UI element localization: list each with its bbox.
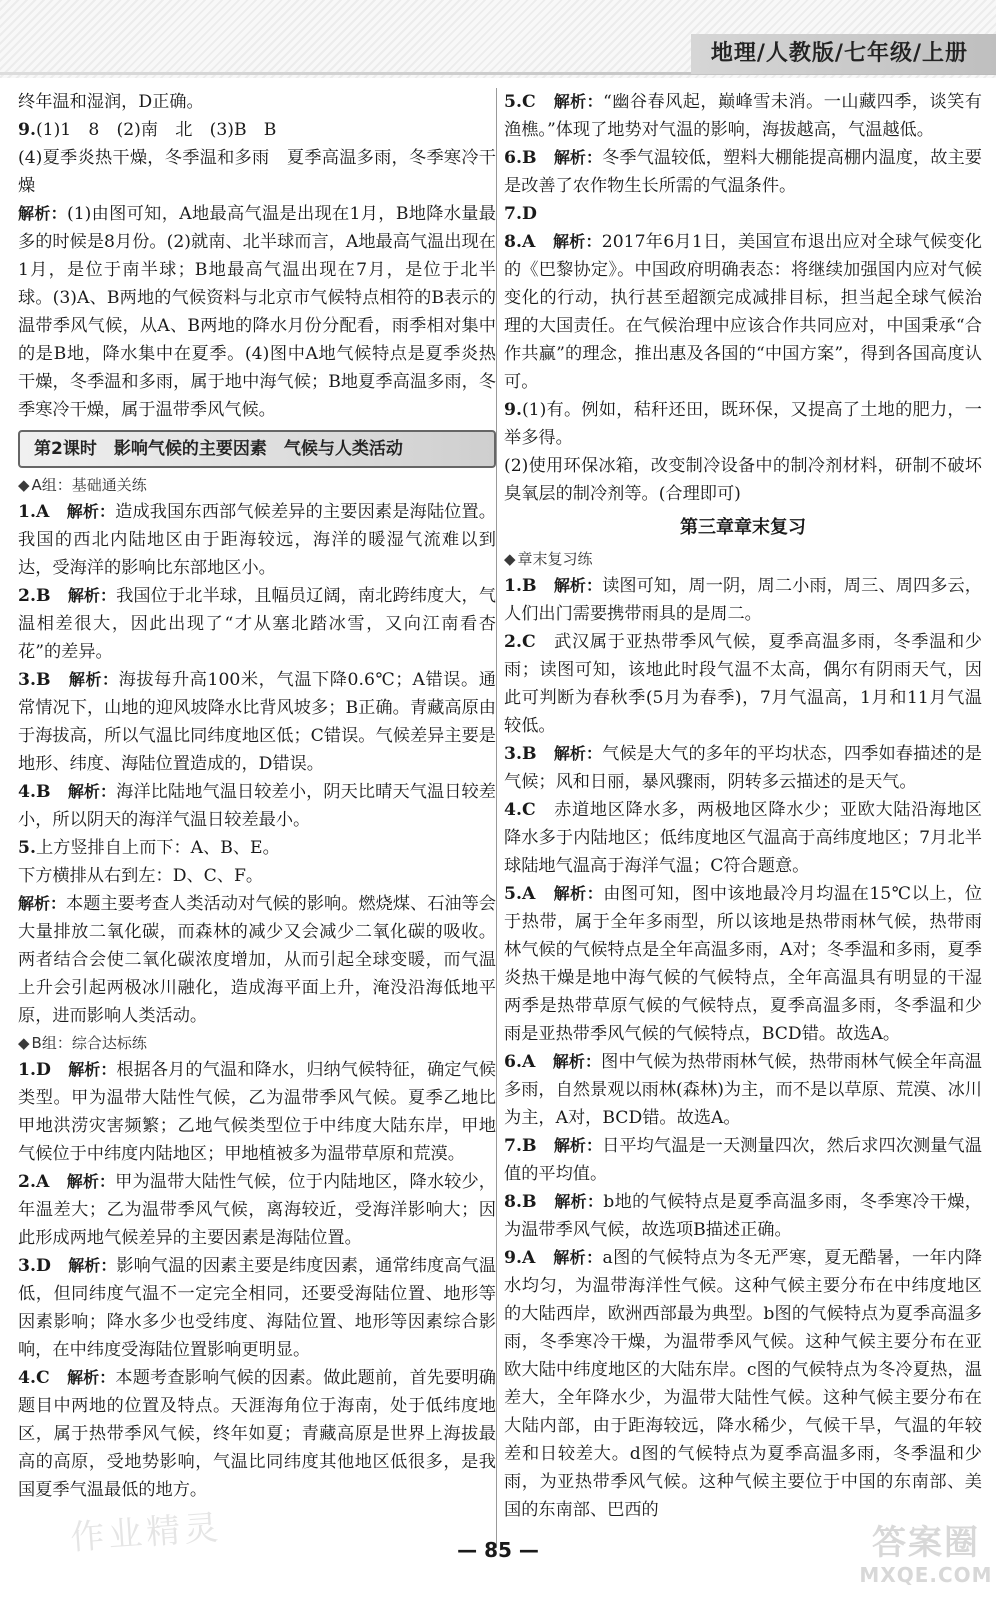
answer-choice: B <box>35 670 69 690</box>
answer-text: 武汉属于亚热带季风气候，夏季高温多雨，冬季温和少雨；读图可知，该地此时段气温不太高，偶尔有阴雨天气，因此可判断为春秋季(5月为春季)，7月气温高，1月和11月气温较低。 <box>504 632 982 736</box>
question-number: 3. <box>504 744 522 764</box>
answer-choice: C <box>521 632 555 652</box>
answer-text: b地的气候特点是夏季高温多雨，冬季寒冷干燥，为温带季风气候，故选项B描述正确。 <box>504 1192 982 1240</box>
answer-text: 造成我国东西部气候差异的主要因素是海陆位置。我国的西北内陆地区由于距海较远，海洋的暖湿气流难以到达，受海洋的影响比东部地区小。 <box>18 502 496 578</box>
analysis-label: 解析： <box>68 1256 117 1275</box>
analysis-label: 解析： <box>553 232 602 251</box>
left-top-answers <box>18 88 496 424</box>
question-number: 1. <box>504 576 522 596</box>
group-b-label: B组：综合达标练 <box>31 1034 147 1052</box>
diamond-icon: ◆ <box>18 1034 30 1052</box>
analysis-label: 解析： <box>18 204 67 223</box>
analysis-label: 解析： <box>553 744 603 763</box>
analysis-label: 解析： <box>68 670 119 689</box>
question-number: 9. <box>504 400 522 420</box>
running-header: 地理/人教版/七年级/上册 <box>691 34 996 74</box>
answer-choice: B <box>521 1136 554 1156</box>
answer-item <box>504 88 982 144</box>
question-number: 1. <box>18 502 36 522</box>
answer-text: (1)1 8 (2)南 北 (3)B B <box>35 120 277 140</box>
review-answers <box>504 572 982 1524</box>
answer-text: 海洋比陆地气温日较差小，阴天比晴天气温日较差小，所以阴天的海洋气温日较差最小。 <box>18 782 496 830</box>
diamond-icon: ◆ <box>504 550 516 568</box>
answer-choice: B <box>521 1192 555 1212</box>
answer-text: 上方竖排自上而下：A、B、E。 <box>35 838 280 858</box>
answer-item <box>504 740 982 796</box>
answer-item <box>504 796 982 880</box>
diamond-icon: ◆ <box>18 476 30 494</box>
answer-item <box>18 88 496 116</box>
analysis-label: 解析： <box>553 1136 603 1155</box>
answer-choice: B <box>521 576 554 596</box>
answer-choice: D <box>35 1256 69 1276</box>
answer-text: (4)夏季炎热干燥，冬季温和多雨 夏季高温多雨，冬季寒冷干燥 <box>18 148 496 196</box>
analysis-label: 解析： <box>553 1248 603 1267</box>
answer-item <box>504 1048 982 1132</box>
question-number: 5. <box>504 884 522 904</box>
answer-item <box>504 396 982 452</box>
answer-choice: A <box>521 1052 553 1072</box>
answer-text: 根据各月的气温和降水，归纳气候特征，确定气候类型。甲为温带大陆性气候，乙为温带季风气候。夏季乙地比甲地洪涝灾害频繁；乙地气候类型位于中纬度大陆东岸，甲地气候位于中纬度内陆地区；甲地植被多为温带草原和荒漠。 <box>18 1060 496 1164</box>
page-number: — 85 — <box>457 1538 539 1562</box>
question-number: 7. <box>504 1136 522 1156</box>
answer-choice: B <box>521 744 554 764</box>
answer-item <box>504 1244 982 1524</box>
question-number: 3. <box>18 670 36 690</box>
analysis-label: 解析： <box>18 894 67 913</box>
group-a-answers <box>18 498 496 1030</box>
answer-item <box>504 452 982 508</box>
answer-item <box>504 1188 982 1244</box>
left-column <box>18 88 496 1504</box>
group-b-heading <box>18 1030 496 1056</box>
answer-text: 本题主要考查人类活动对气候的影响。燃烧煤、石油等会大量排放二氧化碳，而森林的减少又会减少二氧化碳的吸收。两者结合会使二氧化碳浓度增加，从而引起全球变暖，而气温上升会引起两极冰川融化，造成海平面上升，淹没沿海低地平原，进而影响人类活动。 <box>18 894 496 1026</box>
question-number: 2. <box>18 586 36 606</box>
analysis-label: 解析： <box>553 92 604 111</box>
answer-choice: A <box>35 502 67 522</box>
right-top-answers <box>504 88 982 508</box>
chapter-title: 第三章章末复习 <box>680 517 806 538</box>
answer-choice: A <box>521 1248 554 1268</box>
answer-choice: B <box>35 586 68 606</box>
analysis-label: 解析： <box>66 1172 116 1191</box>
group-review-heading <box>504 546 982 572</box>
question-number: 7. <box>504 204 522 224</box>
answer-text: 影响气温的因素主要是纬度因素，通常纬度高气温低，但同纬度气温不一定完全相同，还要受海陆位置、地形等因素影响；降水多少也受纬度、海陆位置、地形等因素综合影响，在中纬度受海陆位置影响更明显。 <box>18 1256 496 1360</box>
analysis-label: 解析： <box>67 782 117 801</box>
answer-text: 海拔每升高100米，气温下降0.6℃；A错误。通常情况下，山地的迎风坡降水比背风坡多；B正确。青藏高原由于海拔高，所以气温比同纬度地区低；C错误。气候差异主要是地形、纬度、海陆位置造成的，D错误。 <box>18 670 496 774</box>
answer-item <box>504 1132 982 1188</box>
question-number: 6. <box>504 148 522 168</box>
answer-text: 本题考查影响气候的因素。做此题前，首先要明确题目中两地的位置及特点。天涯海角位于海南，处于低纬度地区，属于热带季风气候，终年如夏；青藏高原是世界上海拔最高的高原，受地势影响，气温比同纬度其他地区低很多，是我国夏季气温最低的地方。 <box>18 1368 496 1500</box>
answer-choice: D <box>521 204 555 224</box>
question-number: 2. <box>18 1172 36 1192</box>
question-number: 8. <box>504 232 522 252</box>
analysis-label: 解析： <box>553 576 603 595</box>
answer-item <box>504 572 982 628</box>
answer-item <box>18 1252 496 1364</box>
answer-choice: A <box>35 1172 67 1192</box>
answer-choice: C <box>521 92 554 112</box>
answer-text: 下方横排从右到左：D、C、F。 <box>18 866 264 886</box>
question-number: 6. <box>504 1052 522 1072</box>
answer-text: (1)有。例如，秸秆还田，既环保，又提高了土地的肥力，一举多得。 <box>504 400 982 448</box>
column-divider <box>496 88 497 1548</box>
question-number: 4. <box>18 782 36 802</box>
answer-choice: A <box>521 884 554 904</box>
answer-text: 我国位于北半球，且幅员辽阔，南北跨纬度大，气温相差很大，因此出现了“才从塞北踏冰雪，又向江南看杏花”的差异。 <box>18 586 496 662</box>
site-watermark <box>859 1518 993 1592</box>
answer-text: 2017年6月1日，美国宣布退出应对全球气候变化的《巴黎协定》。中国政府明确表态：将继续加强国内应对气候变化的行动，执行甚至超额完成减排目标，担当起全球气候治理的大国责任。在气候治理中应该合作共同应对，中国秉承“合作共赢”的理念，推出惠及各国的“中国方案”，得到各国高度认可。 <box>504 232 982 392</box>
answer-text: a图的气候特点为冬无严寒，夏无酷暑，一年内降水均匀，为温带海洋性气候。这种气候主要分布在中纬度地区的大陆西岸，欧洲西部最为典型。b图的气候特点为夏季高温多雨，冬季寒冷干燥，为温带季风气候。这种气候主要分布在亚欧大陆中纬度地区的大陆东岸。c图的气候特点为冬冷夏热，温差大，全年降水少，为温带大陆性气候。这种气候主要分布在大陆内部，由于距海较远，降水稀少，气候干旱，气温的年较差和日较差大。d图的气候特点为夏季高温多雨，冬季温和少雨，为亚热带季风气候。这种气候主要位于中国的东南部、美国的东南部、巴西的 <box>504 1248 983 1520</box>
answer-item <box>18 1056 496 1168</box>
answer-item <box>504 628 982 740</box>
question-number: 2. <box>504 632 522 652</box>
analysis-label: 解析： <box>554 1192 604 1211</box>
answer-choice: C <box>521 800 555 820</box>
question-number: 1. <box>18 1060 36 1080</box>
answer-text: 终年温和湿润，D正确。 <box>18 92 204 112</box>
analysis-label: 解析： <box>68 1060 117 1079</box>
answer-item <box>18 582 496 666</box>
question-number: 8. <box>504 1192 522 1212</box>
group-a-label: A组：基础通关练 <box>31 476 147 494</box>
answer-item <box>504 200 982 228</box>
answer-choice: A <box>521 232 553 252</box>
answer-item <box>18 498 496 582</box>
answer-item <box>18 778 496 834</box>
answer-text: 冬季气温较低，塑料大棚能提高棚内温度，故主要是改善了农作物生长所需的气温条件。 <box>504 148 982 196</box>
answer-text: 气候是大气的多年的平均状态，四季如春描述的是气候；风和日丽，暴风骤雨，阴转多云描述的是天气。 <box>504 744 982 792</box>
group-review-label: 章末复习练 <box>517 550 593 568</box>
question-number: 5. <box>18 838 36 858</box>
answer-text: 由图可知，图中该地最冷月均温在15℃以上，位于热带，属于全年多雨型，所以该地是热带雨林气候，热带雨林气候的气候特点是全年高温多雨，A对；冬季温和多雨，夏季炎热干燥是地中海气候的气候特点，全年高温具有明显的干湿两季是热带草原气候的气候特点，夏季高温多雨，冬季温和少雨是亚热带季风气候的气候特点，BCD错。故选A。 <box>504 884 982 1044</box>
answer-text: 图中气候为热带雨林气候，热带雨林气候全年高温多雨，自然景观以雨林(森林)为主，而不是以草原、荒漠、冰川为主，A对，BCD错。故选A。 <box>504 1052 982 1128</box>
answer-item <box>18 144 496 200</box>
answer-choice: B <box>35 782 68 802</box>
watermark-url: MXQE.COM <box>859 1563 993 1587</box>
analysis-label: 解析： <box>553 884 604 903</box>
stamp-mark: 作业精灵 <box>69 1507 224 1559</box>
answer-item <box>18 1364 496 1504</box>
answer-text: 甲为温带大陆性气候，位于内陆地区，降水较少，年温差大；乙为温带季风气候，离海较近，受海洋影响大；因此形成两地气候差异的主要因素是海陆位置。 <box>18 1172 496 1248</box>
answer-text: 日平均气温是一天测量四次，然后求四次测量气温值的平均值。 <box>504 1136 982 1184</box>
question-number: 3. <box>18 1256 36 1276</box>
answer-item <box>18 666 496 778</box>
question-number: 5. <box>504 92 522 112</box>
right-column <box>504 88 982 1524</box>
answer-item <box>18 862 496 890</box>
answer-choice: B <box>521 148 554 168</box>
analysis-label: 解析： <box>552 1052 602 1071</box>
answer-text: 赤道地区降水多，两极地区降水少；亚欧大陆沿海地区降水多于内陆地区；低纬度地区气温高于高纬度地区；7月北半球陆地气温高于海洋气温；C符合题意。 <box>504 800 982 876</box>
analysis-label: 解析： <box>67 586 117 605</box>
question-number: 9. <box>18 120 36 140</box>
answer-choice: C <box>35 1368 68 1388</box>
answer-text: (1)由图可知，A地最高气温是出现在1月，B地降水量最多的时候是8月份。(2)就南、北半球而言，A地最高气温出现在1月，是位于南半球；B地最高气温出现在7月，是位于北半球。(3)A、B两地的气候资料与北京市气候特点相符的B表示的温带季风气候，从A、B两地的降水月份分配看，雨季相对集中的是B地，降水集中在夏季。(4)图中A地气候特点是夏季炎热干燥，冬季温和多雨，属于地中海气候；B地夏季高温多雨，冬季寒冷干燥，属于温带季风气候。 <box>18 204 496 420</box>
answer-item <box>504 144 982 200</box>
answer-text: 读图可知，周一阴，周二小雨，周三、周四多云，人们出门需要携带雨具的是周二。 <box>504 576 982 624</box>
group-b-answers <box>18 1056 496 1504</box>
answer-text: (2)使用环保冰箱，改变制冷设备中的制冷剂材料，研制不破坏臭氧层的制冷剂等。(合理即可) <box>504 456 982 504</box>
analysis-label: 解析： <box>66 502 116 521</box>
answer-item <box>18 890 496 1030</box>
answer-item <box>504 880 982 1048</box>
answer-item <box>18 200 496 424</box>
lesson-title: 第2课时 影响气候的主要因素 气候与人类活动 <box>18 430 496 468</box>
answer-item <box>18 1168 496 1252</box>
question-number: 9. <box>504 1248 522 1268</box>
answer-item <box>18 834 496 862</box>
answer-choice: D <box>35 1060 69 1080</box>
analysis-label: 解析： <box>67 1368 116 1387</box>
answer-item <box>18 116 496 144</box>
answer-item <box>504 228 982 396</box>
analysis-label: 解析： <box>553 148 603 167</box>
group-a-heading <box>18 472 496 498</box>
answer-text: “幽谷春风起，巅峰雪未消。一山藏四季，谈笑有渔樵。”体现了地势对气温的影响，海拔越高，气温越低。 <box>504 92 982 140</box>
watermark-logo-text: 答案圈 <box>872 1523 980 1563</box>
question-number: 4. <box>504 800 522 820</box>
question-number: 4. <box>18 1368 36 1388</box>
